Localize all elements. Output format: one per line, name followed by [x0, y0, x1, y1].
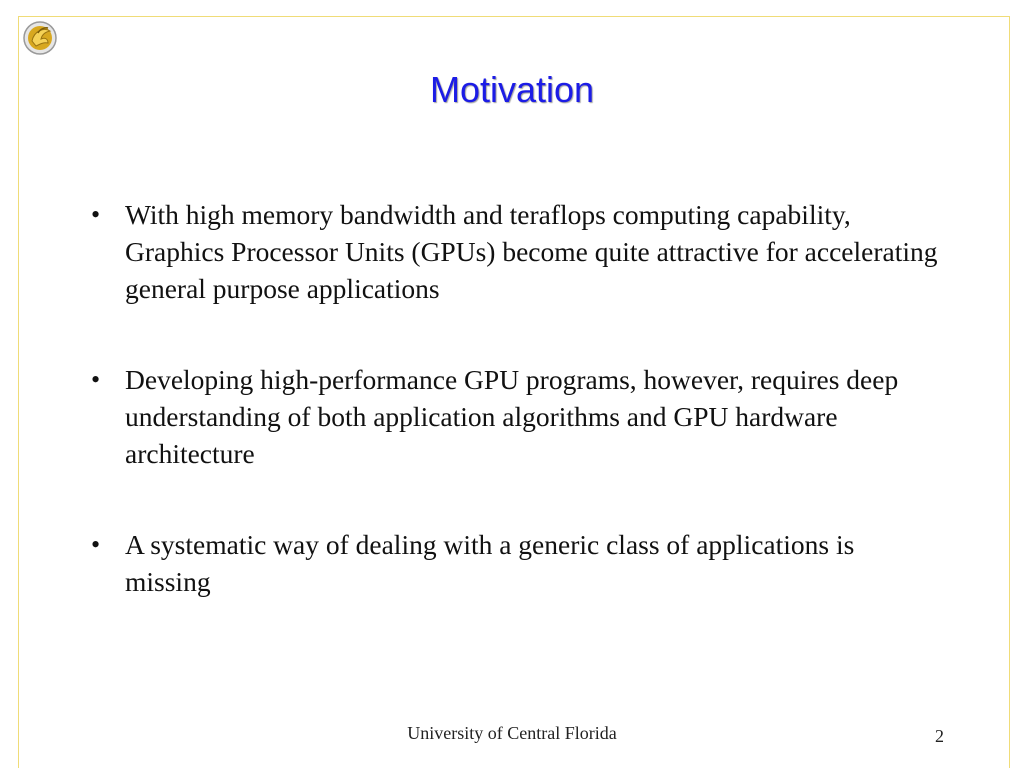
bullet-dot-icon: •	[91, 530, 101, 559]
bullet-text: With high memory bandwidth and teraflops computing capability, Graphics Processor Units (GPUs) become quite attractive for accelerating general purpose applications	[125, 199, 938, 304]
bullet-dot-icon: •	[91, 200, 101, 229]
bullet-item	[85, 526, 945, 600]
bullet-item	[85, 196, 945, 307]
ucf-pegasus-logo-icon	[20, 17, 60, 59]
bullet-text: Developing high-performance GPU programs, however, requires deep understanding of both application algorithms and GPU hardware architecture	[125, 364, 899, 469]
bullet-item	[85, 361, 945, 472]
footer-institution: University of Central Florida	[407, 723, 617, 743]
bullet-list	[85, 196, 945, 654]
page-number: 2	[935, 726, 944, 746]
slide-title: Motivation	[429, 69, 595, 110]
bullet-text: A systematic way of dealing with a generic class of applications is missing	[125, 529, 855, 597]
bullet-dot-icon: •	[91, 365, 101, 394]
